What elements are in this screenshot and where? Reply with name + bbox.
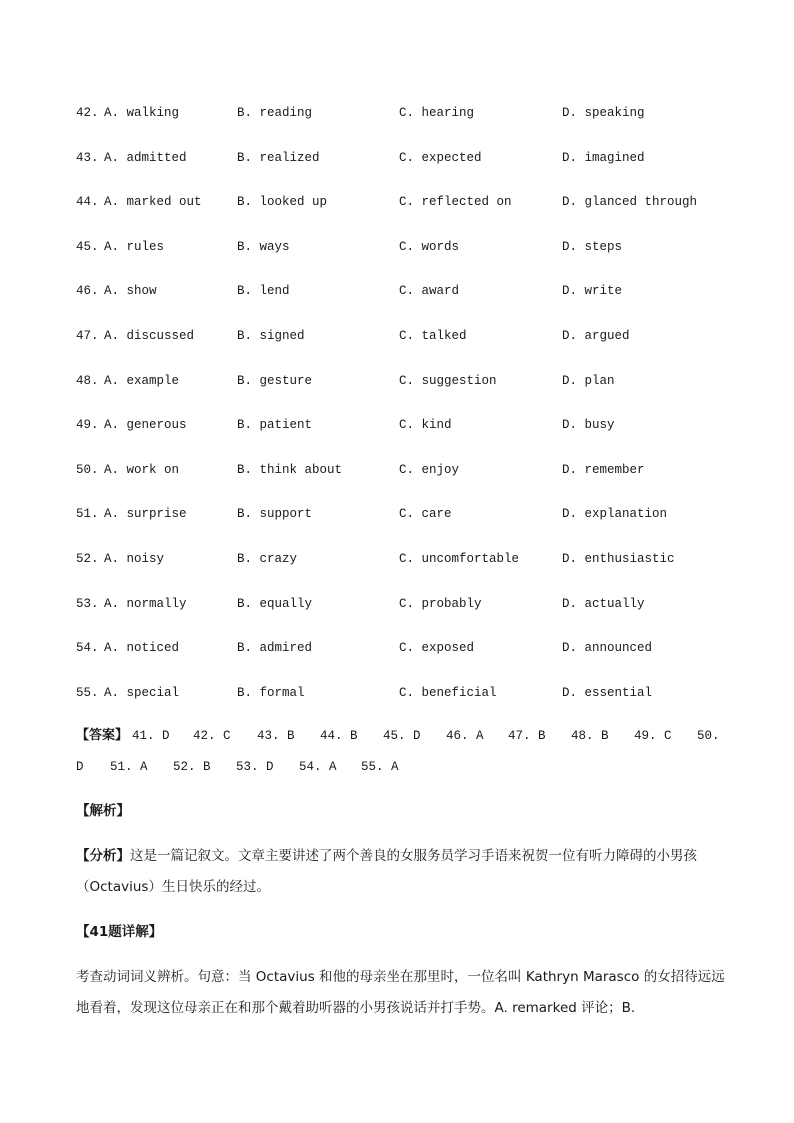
option-c: C. suggestion (399, 374, 497, 388)
answer-item: 49. C (634, 729, 672, 743)
option-b: B. support (237, 507, 313, 521)
question-row (76, 192, 776, 212)
question-number: 47. (76, 329, 99, 343)
option-a: A. example (104, 374, 180, 388)
option-c: C. care (399, 507, 452, 521)
option-a: A. noticed (104, 641, 180, 655)
option-c: C. reflected on (399, 195, 512, 209)
option-a: A. walking (104, 106, 180, 120)
answer-item: 51. A (110, 760, 148, 774)
option-a: A. admitted (104, 151, 187, 165)
detail-heading: 【41题详解】 (76, 924, 163, 940)
question-number: 54. (76, 641, 99, 655)
detail-text-1: 考查动词词义辨析。句意：当 Octavius 和他的母亲坐在那里时，一位名叫 Kathryn Marasco 的女招待远远 (76, 969, 725, 985)
option-b: B. patient (237, 418, 313, 432)
option-c: C. hearing (399, 106, 475, 120)
option-b: B. crazy (237, 552, 298, 566)
option-d: D. announced (562, 641, 653, 655)
question-number: 51. (76, 507, 99, 521)
question-row (76, 504, 776, 524)
option-b: B. ways (237, 240, 290, 254)
answer-item: 53. D (236, 760, 274, 774)
question-row (76, 148, 776, 168)
question-number: 55. (76, 686, 99, 700)
option-d: D. argued (562, 329, 630, 343)
answer-item: 47. B (508, 729, 546, 743)
question-row (76, 237, 776, 257)
question-row (76, 638, 776, 658)
answer-item: 54. A (299, 760, 337, 774)
question-number: 45. (76, 240, 99, 254)
question-row (76, 549, 776, 569)
option-c: C. uncomfortable (399, 552, 520, 566)
question-number: 46. (76, 284, 99, 298)
option-a: A. marked out (104, 195, 202, 209)
option-b: B. looked up (237, 195, 328, 209)
answer-item: 43. B (257, 729, 295, 743)
answer-item: 48. B (571, 729, 609, 743)
option-d: D. imagined (562, 151, 645, 165)
question-number: 48. (76, 374, 99, 388)
option-a: A. surprise (104, 507, 187, 521)
question-number: 42. (76, 106, 99, 120)
option-b: B. reading (237, 106, 313, 120)
option-a: A. generous (104, 418, 187, 432)
answer-item: D (76, 760, 84, 774)
answer-item: 42. C (193, 729, 231, 743)
detail-text-2: 地看着，发现这位母亲正在和那个戴着助听器的小男孩说话并打手势。A. remarked 评论；B. (76, 1000, 636, 1016)
option-a: A. discussed (104, 329, 195, 343)
answer-label: 【答案】 (76, 728, 129, 743)
option-d: D. essential (562, 686, 653, 700)
option-b: B. equally (237, 597, 313, 611)
option-d: D. remember (562, 463, 645, 477)
analysis-text-1: 这是一篇记叙文。文章主要讲述了两个善良的女服务员学习手语来祝贺一位有听力障碍的小男孩 (130, 848, 697, 864)
question-number: 44. (76, 195, 99, 209)
answer-item: 41. D (132, 729, 170, 743)
option-c: C. expected (399, 151, 482, 165)
answer-item: 52. B (173, 760, 211, 774)
option-d: D. write (562, 284, 623, 298)
answer-item: 44. B (320, 729, 358, 743)
option-d: D. actually (562, 597, 645, 611)
question-number: 43. (76, 151, 99, 165)
analysis-heading: 【解析】 (76, 803, 130, 819)
option-d: D. speaking (562, 106, 645, 120)
option-d: D. explanation (562, 507, 668, 521)
option-c: C. probably (399, 597, 482, 611)
answer-item: 45. D (383, 729, 421, 743)
option-b: B. realized (237, 151, 320, 165)
analysis-text-2: （Octavius）生日快乐的经过。 (76, 879, 270, 895)
detail-paragraph-line-2 (76, 998, 724, 1018)
analysis-label: 【分析】 (76, 848, 130, 864)
question-row (76, 371, 776, 391)
question-row (76, 326, 776, 346)
option-b: B. gesture (237, 374, 313, 388)
option-d: D. plan (562, 374, 615, 388)
answer-line-1 (76, 726, 726, 746)
question-row (76, 415, 776, 435)
option-d: D. enthusiastic (562, 552, 675, 566)
option-c: C. words (399, 240, 460, 254)
option-a: A. show (104, 284, 157, 298)
option-d: D. steps (562, 240, 623, 254)
option-b: B. admired (237, 641, 313, 655)
option-b: B. think about (237, 463, 343, 477)
answer-item: 50. (697, 729, 720, 743)
question-number: 50. (76, 463, 99, 477)
question-row (76, 683, 776, 703)
option-d: D. glanced through (562, 195, 698, 209)
option-b: B. formal (237, 686, 305, 700)
option-a: A. normally (104, 597, 187, 611)
option-c: C. exposed (399, 641, 475, 655)
detail-paragraph-line-1 (76, 967, 724, 987)
option-c: C. beneficial (399, 686, 497, 700)
option-a: A. special (104, 686, 180, 700)
question-number: 52. (76, 552, 99, 566)
question-number: 53. (76, 597, 99, 611)
option-d: D. busy (562, 418, 615, 432)
question-row (76, 281, 776, 301)
analysis-paragraph-line-2 (76, 877, 724, 897)
option-c: C. kind (399, 418, 452, 432)
option-c: C. enjoy (399, 463, 460, 477)
option-a: A. rules (104, 240, 165, 254)
option-b: B. signed (237, 329, 305, 343)
option-a: A. noisy (104, 552, 165, 566)
question-row (76, 460, 776, 480)
question-number: 49. (76, 418, 99, 432)
option-a: A. work on (104, 463, 180, 477)
answer-item: 46. A (446, 729, 484, 743)
option-c: C. award (399, 284, 460, 298)
answer-item: 55. A (361, 760, 399, 774)
option-c: C. talked (399, 329, 467, 343)
answer-line-2 (76, 757, 726, 777)
analysis-paragraph-line-1 (76, 846, 724, 866)
question-row (76, 103, 776, 123)
question-row (76, 594, 776, 614)
option-b: B. lend (237, 284, 290, 298)
